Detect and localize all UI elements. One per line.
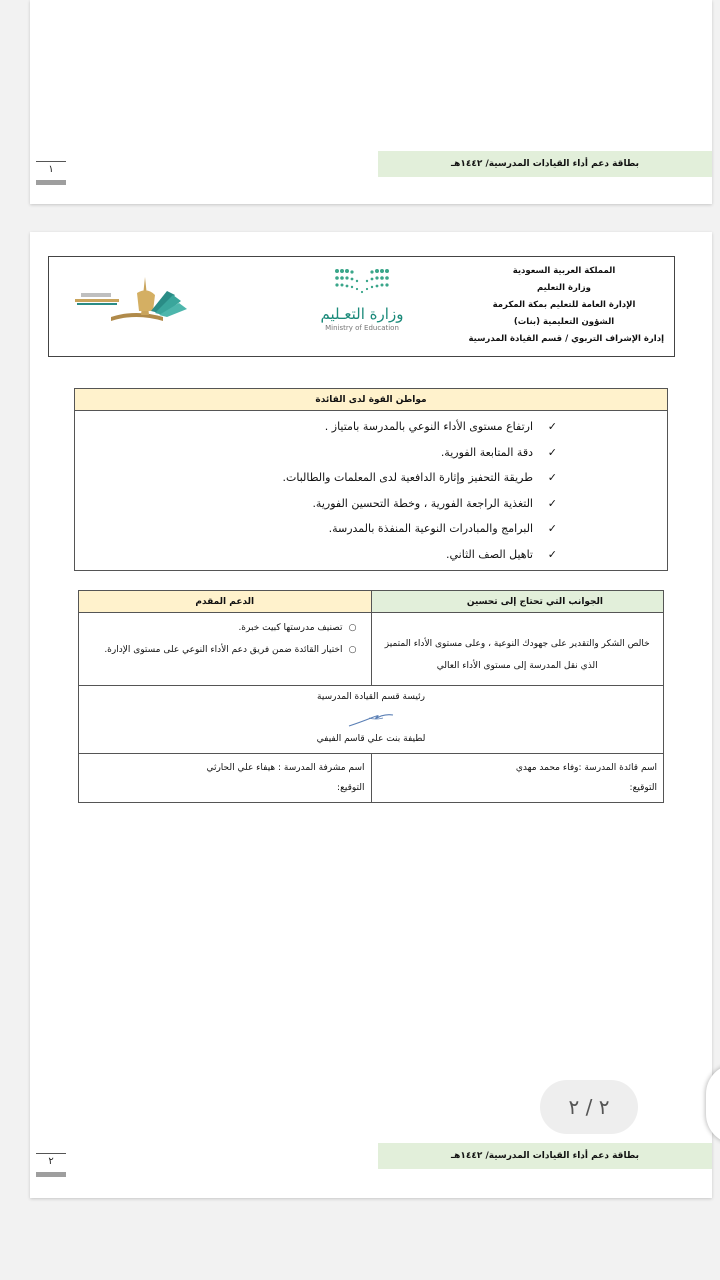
support-cell xyxy=(79,591,372,685)
support-table xyxy=(78,590,664,803)
check-icon: ✓ xyxy=(547,496,557,510)
check-icon: ✓ xyxy=(547,522,557,536)
principal-name: اسم قائدة المدرسة :وفاء محمد مهدي xyxy=(515,763,657,773)
divider xyxy=(36,1172,66,1177)
check-icon: ✓ xyxy=(547,420,557,434)
table-row xyxy=(79,754,663,802)
page-indicator-text: ٢ / ٢ xyxy=(568,1095,610,1119)
page-indicator xyxy=(540,1080,638,1134)
school-leadership-logo xyxy=(71,265,201,335)
check-icon: ✓ xyxy=(547,547,557,561)
improvement-cell xyxy=(372,591,664,685)
supervisor-cell xyxy=(79,754,372,802)
list-item xyxy=(75,542,667,568)
footer-text: بطاقة دعم أداء القيادات المدرسية/ ١٤٤٢هـ xyxy=(451,159,639,169)
page-number-text: ٢ xyxy=(48,1156,54,1167)
strength-text: ارتفاع مستوى الأداء النوعي بالمدرسة بامتياز . xyxy=(324,420,533,434)
strengths-header xyxy=(75,389,667,411)
page-footer xyxy=(378,151,712,177)
strength-text: طريقة التحفيز وإثارة الدافعية لدى المعلمات والطالبات. xyxy=(282,471,533,485)
divider xyxy=(36,161,66,162)
letterhead-line: الشؤون التعليمية (بنات) xyxy=(513,317,615,327)
strength-text: التغذية الراجعة الفورية ، وخطة التحسين الفورية. xyxy=(312,496,533,510)
strength-text: دقة المتابعة الفورية. xyxy=(440,445,533,459)
letterhead-text xyxy=(464,263,664,348)
letterhead-line: إدارة الإشراف التربوي / قسم القيادة المدرسية xyxy=(468,334,664,344)
improvement-header xyxy=(372,591,664,613)
improvement-header-text: الجوانب التي تحتاج إلى تحسين xyxy=(466,596,603,607)
support-list xyxy=(79,613,371,669)
strengths-title: مواطن القوة لدى القائدة xyxy=(315,394,427,405)
letterhead-line: وزارة التعليم xyxy=(537,283,591,293)
strengths-list xyxy=(75,411,667,570)
principal-signature-label: التوقيع: xyxy=(629,783,657,793)
page-number xyxy=(36,1153,66,1177)
improvement-text: خالص الشكر والتقدير على جهودك النوعية ، وعلى مستوى الأداء المتميز الذي نقل المدرسة إلى مستوى الأداء العالي xyxy=(384,639,650,671)
principal-cell xyxy=(372,754,664,802)
list-item xyxy=(75,516,667,542)
letterhead xyxy=(48,256,675,357)
signature-icon xyxy=(347,710,397,728)
list-item xyxy=(75,491,667,517)
strengths-table xyxy=(74,388,668,571)
list-item xyxy=(75,465,667,491)
support-text: اختيار القائدة ضمن فريق دعم الأداء النوعي على مستوى الإدارة. xyxy=(104,645,343,655)
page-number-text: ١ xyxy=(48,164,54,175)
page-number xyxy=(36,161,66,185)
check-icon: ✓ xyxy=(547,445,557,459)
divider xyxy=(36,180,66,185)
list-item xyxy=(75,440,667,466)
bullet-circle-icon: ○ xyxy=(348,645,357,655)
head-name: لطيفة بنت علي قاسم الفيفي xyxy=(316,734,426,744)
list-item xyxy=(85,639,363,661)
ministry-dots-icon xyxy=(307,265,417,299)
support-text: تصنيف مدرستها كبيت خبرة. xyxy=(238,623,343,633)
bullet-circle-icon: ○ xyxy=(348,623,357,633)
table-row xyxy=(79,591,663,686)
document-page-1 xyxy=(30,0,712,204)
table-row xyxy=(79,686,663,754)
check-icon: ✓ xyxy=(547,471,557,485)
letterhead-line: الإدارة العامة للتعليم بمكة المكرمة xyxy=(492,300,636,310)
ministry-name-arabic: وزارة التعـليم xyxy=(320,305,404,323)
divider xyxy=(36,1153,66,1154)
ministry-name-english: Ministry of Education xyxy=(325,324,399,332)
document-page-2 xyxy=(30,232,712,1198)
ministry-of-education-logo xyxy=(307,265,417,335)
list-item xyxy=(75,414,667,440)
strength-text: البرامج والمبادرات النوعية المنفذة بالمدرسة. xyxy=(328,522,533,536)
support-header xyxy=(79,591,371,613)
strength-text: تاهيل الصف الثاني. xyxy=(446,547,533,561)
book-ship-icon xyxy=(71,265,201,335)
letterhead-line: المملكة العربية السعودية xyxy=(512,266,616,276)
page-footer xyxy=(378,1143,712,1169)
supervisor-name: اسم مشرفة المدرسة : هيفاء علي الحارثي xyxy=(206,763,365,773)
list-item xyxy=(85,617,363,639)
support-header-text: الدعم المقدم xyxy=(195,596,255,607)
supervisor-signature-label: التوقيع: xyxy=(337,783,365,793)
footer-text: بطاقة دعم أداء القيادات المدرسية/ ١٤٤٢هـ xyxy=(451,1151,639,1161)
head-title: رئيسة قسم القيادة المدرسية xyxy=(317,692,425,702)
